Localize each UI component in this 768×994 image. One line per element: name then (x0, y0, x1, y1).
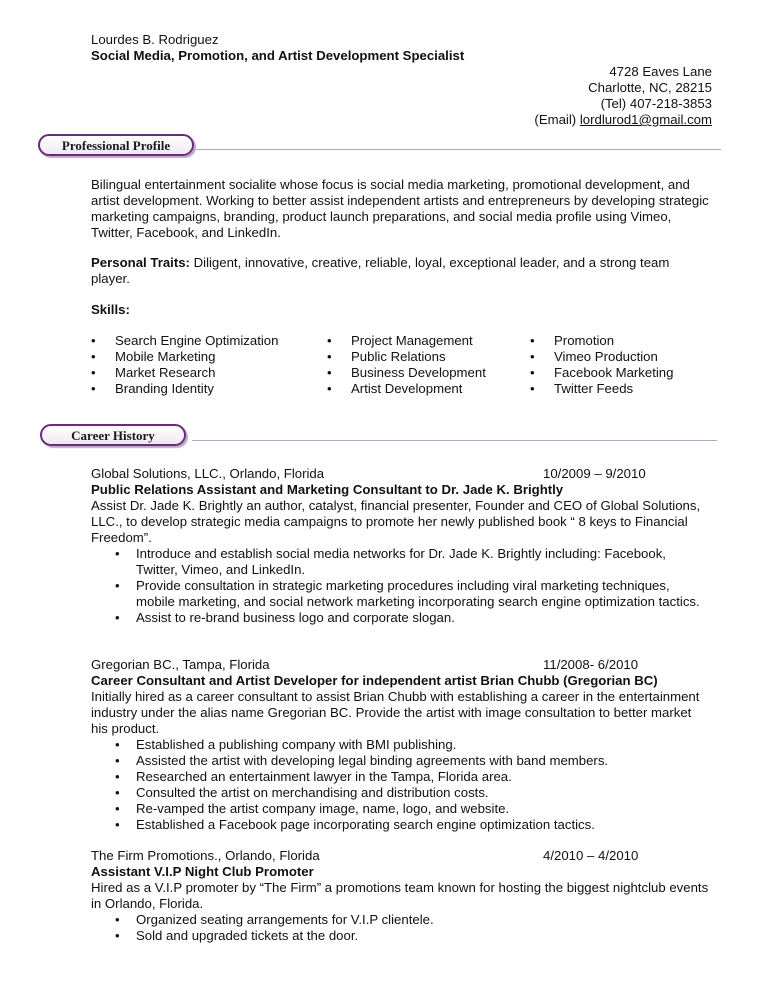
section-career-history (40, 424, 730, 448)
job-header (91, 466, 711, 482)
skills-column-3 (530, 333, 720, 397)
email-link[interactable]: lordlurod1@gmail.com (579, 112, 712, 127)
bullet-glyph: • (327, 349, 332, 364)
job-dates: 4/2010 – 4/2010 (543, 848, 639, 863)
bullet-glyph: • (327, 333, 332, 348)
job-description: Assist Dr. Jade K. Brightly an author, catalyst, financial presenter, Founder and CEO of Global Solutions, LLC., to develop strategic media campaigns to promote her newly published book “ 8 keys to Financial Freedom”. (91, 498, 701, 545)
email-line (534, 112, 712, 128)
skill-item: • Public Relations (327, 349, 446, 364)
job-bullet-item: • Assist to re-brand business logo and corporate slogan. (115, 610, 455, 625)
job-bullet-item: • Researched an entertainment lawyer in the Tampa, Florida area. (115, 769, 512, 784)
bullet-glyph: • (115, 578, 120, 593)
bullet-glyph: • (91, 333, 96, 348)
job-description: Initially hired as a career consultant to assist Brian Chubb with establishing a career in the entertainment industry under the alias name Gregorian BC. Provide the artist with image consultation to better market his product. (91, 689, 700, 736)
skill-item: • Vimeo Production (530, 349, 658, 364)
job-bullet-item: • Established a Facebook page incorporating search engine optimization tactics. (115, 817, 595, 832)
section-professional-profile (38, 134, 728, 158)
applicant-title: Social Media, Promotion, and Artist Development Specialist (91, 48, 465, 63)
skills-heading: Skills: (91, 302, 130, 317)
skill-item: • Business Development (327, 365, 486, 380)
bullet-glyph: • (530, 349, 535, 364)
job-position: Career Consultant and Artist Developer for independent artist Brian Chubb (Gregorian BC) (91, 673, 658, 688)
bullet-glyph: • (115, 912, 120, 927)
job-bullet-item: • Consulted the artist on merchandising and distribution costs. (115, 785, 489, 800)
bullet-glyph: • (115, 817, 120, 832)
skill-item: • Mobile Marketing (91, 349, 216, 364)
job-entry (91, 848, 711, 944)
skill-item: • Project Management (327, 333, 473, 348)
skill-item: • Promotion (530, 333, 615, 348)
applicant-name: Lourdes B. Rodriguez (91, 32, 219, 47)
bullet-glyph: • (115, 753, 120, 768)
section-divider (188, 149, 721, 150)
bullet-glyph: • (115, 769, 120, 784)
bullet-glyph: • (115, 801, 120, 816)
section-divider (192, 440, 717, 441)
skill-item: • Branding Identity (91, 381, 214, 396)
job-entry (91, 466, 711, 626)
job-company: The Firm Promotions., Orlando, Florida (91, 848, 320, 863)
skill-item: • Facebook Marketing (530, 365, 674, 380)
phone-number: (Tel) 407-218-3853 (600, 96, 712, 111)
bullet-glyph: • (530, 333, 535, 348)
job-bullet-item: • Provide consultation in strategic marketing procedures including viral marketing techniques, mobile marketing, and social network marketing incorporating search engine optimization tactics. (115, 578, 700, 609)
bullet-glyph: • (115, 785, 120, 800)
bullet-glyph: • (530, 381, 535, 396)
bullet-glyph: • (327, 365, 332, 380)
bullet-glyph: • (115, 546, 120, 561)
job-bullet-item: • Organized seating arrangements for V.I.P clientele. (115, 912, 434, 927)
bullet-glyph: • (115, 737, 120, 752)
job-company: Gregorian BC., Tampa, Florida (91, 657, 270, 672)
job-position: Assistant V.I.P Night Club Promoter (91, 864, 314, 879)
profile-summary: Bilingual entertainment socialite whose focus is social media marketing, promotional development, and artist development. Working to better assist independent artists and entrepreneurs by developing strategic marketing campaigns, branding, product launch preparations, and social media profile using Vimeo, Twitter, Facebook, and LinkedIn. (91, 177, 709, 240)
address-line-1: 4728 Eaves Lane (609, 64, 712, 79)
bullet-glyph: • (115, 610, 120, 625)
job-header (91, 657, 711, 673)
skill-item: • Market Research (91, 365, 216, 380)
job-dates: 10/2009 – 9/2010 (543, 466, 646, 481)
skills-column-2 (327, 333, 527, 397)
email-label: (Email) (534, 112, 580, 127)
traits-text: Diligent, innovative, creative, reliable, loyal, exceptional leader, and a strong team player. (91, 255, 670, 286)
job-bullet-item: • Established a publishing company with BMI publishing. (115, 737, 457, 752)
section-title-badge: Professional Profile (38, 134, 194, 156)
section-title-badge: Career History (40, 424, 186, 446)
job-entry (91, 657, 711, 833)
personal-traits (91, 255, 711, 287)
skills-column-1 (91, 333, 321, 397)
traits-label: Personal Traits: (91, 255, 190, 270)
bullet-glyph: • (530, 365, 535, 380)
job-position: Public Relations Assistant and Marketing Consultant to Dr. Jade K. Brightly (91, 482, 564, 497)
job-bullet-item: • Sold and upgraded tickets at the door. (115, 928, 359, 943)
job-bullet-item: • Introduce and establish social media networks for Dr. Jade K. Brightly including: Facebook, Twitter, Vimeo, and LinkedIn. (115, 546, 666, 577)
skill-item: • Search Engine Optimization (91, 333, 279, 348)
job-dates: 11/2008- 6/2010 (543, 657, 639, 672)
bullet-glyph: • (91, 381, 96, 396)
bullet-glyph: • (327, 381, 332, 396)
job-bullet-item: • Assisted the artist with developing legal binding agreements with band members. (115, 753, 609, 768)
bullet-glyph: • (91, 365, 96, 380)
skill-item: • Twitter Feeds (530, 381, 634, 396)
skill-item: • Artist Development (327, 381, 463, 396)
job-description: Hired as a V.I.P promoter by “The Firm” a promotions team known for hosting the biggest nightclub events in Orlando, Florida. (91, 880, 709, 911)
job-company: Global Solutions, LLC., Orlando, Florida (91, 466, 325, 481)
address-line-2: Charlotte, NC, 28215 (588, 80, 712, 95)
job-header (91, 848, 711, 864)
job-bullet-item: • Re-vamped the artist company image, name, logo, and website. (115, 801, 510, 816)
bullet-glyph: • (115, 928, 120, 943)
bullet-glyph: • (91, 349, 96, 364)
